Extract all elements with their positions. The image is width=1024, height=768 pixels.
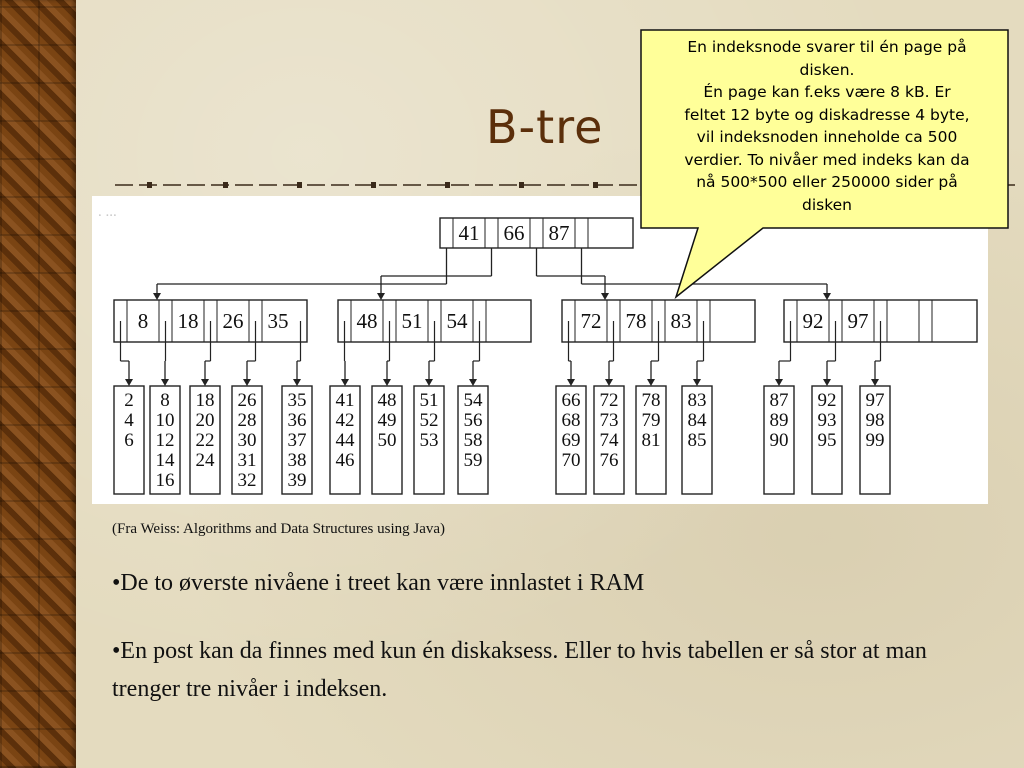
bullet-disk-access: •En post kan da finnes med kun én diskaksess. Eller to hvis tabellen er så stor at man trenger tre nivåer i indeksen. [112,638,927,702]
leaf-value: 66 [561,390,581,411]
arrowhead [871,379,879,386]
arrowhead [425,379,433,386]
leaf-value: 58 [463,430,483,451]
leaf-value: 31 [237,450,257,471]
leaf-value: 84 [687,410,707,431]
arrowhead [775,379,783,386]
arrowhead [605,379,613,386]
arrowhead [693,379,701,386]
leaf-value: 8 [160,390,170,411]
arrowhead [293,379,301,386]
tree-key: 48 [356,309,378,333]
leaf-value: 38 [287,450,307,471]
leaf-value: 83 [687,390,707,411]
arrowhead [823,379,831,386]
leaf-value: 93 [817,410,837,431]
leaf-value: 4 [124,410,134,431]
leaf-value: 10 [155,410,175,431]
leaf-value: 22 [195,430,215,451]
tree-key: 51 [401,309,423,333]
callout-line: vil indeksnoden inneholde ca 500 [696,128,958,146]
leaf-value: 26 [237,390,257,411]
tree-key: 83 [670,309,692,333]
callout-line: verdier. To nivåer med indeks kan da [684,150,970,169]
callout-text [646,36,1008,216]
leaf-value: 41 [335,390,355,411]
tree-key: 78 [625,309,647,333]
leaf-value: 74 [599,430,619,451]
leaf-value: 42 [335,410,355,431]
leaf-value: 73 [599,410,619,431]
callout-line: disken. [799,60,855,79]
callout-line: Én page kan f.eks være 8 kB. Er [703,83,951,101]
leaf-value: 30 [237,430,257,451]
leaf-value: 39 [287,470,307,491]
leaf-value: 70 [561,450,581,471]
leaf-value: 2 [124,390,134,411]
leaf-value: 46 [335,450,355,471]
callout-line: nå 500*500 eller 250000 sider på [696,173,958,191]
arrowhead [161,379,169,386]
leaf-value: 53 [419,430,439,451]
leaf-value: 28 [237,410,257,431]
leaf-value: 76 [599,450,619,471]
callout-line: disken [801,195,852,214]
arrowhead [647,379,655,386]
tree-key: 18 [177,309,199,333]
callout-line: En indeksnode svarer til én page på [687,38,967,56]
leaf-value: 81 [641,430,661,451]
leaf-value: 89 [769,410,789,431]
tree-key: 26 [222,309,244,333]
arrowhead [201,379,209,386]
arrowhead [567,379,575,386]
leaf-value: 6 [124,430,134,451]
leaf-value: 16 [155,470,175,491]
tree-key: 92 [802,309,824,333]
leaf-value: 87 [769,390,789,411]
leaf-value: 12 [155,430,175,451]
svg-text:. ...: . ... [98,204,117,220]
callout-line: feltet 12 byte og diskadresse 4 byte, [684,105,970,124]
tree-key: 97 [847,309,869,333]
leaf-value: 49 [377,410,397,431]
leaf-value: 90 [769,430,789,451]
tree-key: 54 [446,309,468,333]
leaf-value: 18 [195,390,215,411]
leaf-value: 52 [419,410,439,431]
leaf-value: 44 [335,430,355,451]
leaf-value: 68 [561,410,581,431]
leaf-value: 72 [599,390,619,411]
leaf-value: 51 [419,390,439,411]
leaf-value: 20 [195,410,215,431]
leaf-value: 37 [287,430,307,451]
tree-key: 72 [580,309,602,333]
leaf-value: 99 [865,430,885,451]
tree-key: 66 [503,221,525,245]
leaf-value: 50 [377,430,397,451]
leaf-value: 79 [641,410,661,431]
leaf-value: 85 [687,430,707,451]
arrowhead [243,379,251,386]
leaf-value: 56 [463,410,483,431]
slide-title: B-tre [486,100,604,154]
leaf-value: 78 [641,390,661,411]
leaf-value: 48 [377,390,397,411]
leaf-value: 14 [155,450,175,471]
leaf-value: 36 [287,410,307,431]
leaf-value: 95 [817,430,837,451]
bullet-ram: •De to øverste nivåene i treet kan være innlastet i RAM [112,570,645,596]
leaf-value: 98 [865,410,885,431]
leaf-value: 59 [463,450,483,471]
leaf-value: 92 [817,390,837,411]
arrowhead [383,379,391,386]
arrowhead [469,379,477,386]
leaf-value: 69 [561,430,581,451]
tree-key: 8 [137,309,149,333]
leaf-value: 35 [287,390,307,411]
leaf-value: 97 [865,390,885,411]
figure-caption: (Fra Weiss: Algorithms and Data Structures using Java) [112,521,446,537]
leaf-value: 32 [237,470,257,491]
leaf-value: 24 [195,450,215,471]
arrowhead [125,379,133,386]
leaf-value: 54 [463,390,483,411]
tree-key: 41 [458,221,480,245]
tree-key: 35 [267,309,289,333]
tree-key: 87 [548,221,570,245]
arrowhead [341,379,349,386]
